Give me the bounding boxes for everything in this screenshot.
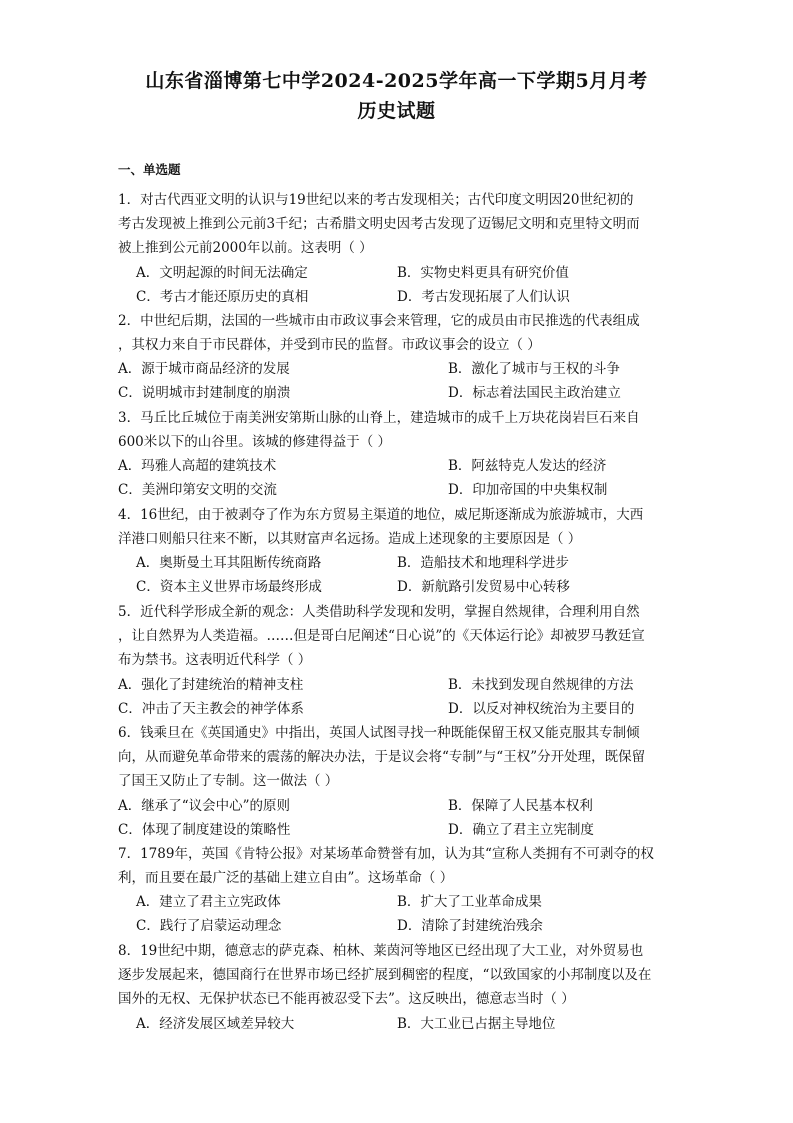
q6-option-d: D．确立了君主立宪制度 — [448, 822, 594, 838]
q7-option-d: D．清除了封建统治残余 — [397, 918, 543, 934]
q2-stem-line: ，其权力来自于市民群体，并受到市民的监督。市政议事会的设立（ ） — [118, 337, 541, 353]
q1-stem-line: 被上推到公元前2000年以前。这表明（ ） — [118, 240, 373, 256]
q2-option-c: C．说明城市封建制度的崩溃 — [118, 385, 291, 401]
q3-option-a: A．玛雅人高超的建筑技术 — [118, 458, 277, 474]
q3-option-b: B．阿兹特克人发达的经济 — [448, 458, 607, 474]
q5-option-d: D．以反对神权统治为主要目的 — [448, 701, 635, 717]
q4-option-c: C．资本主义世界市场最终形成 — [136, 579, 322, 595]
exam-title: 山东省淄博第七中学2024-2025学年高一下学期5月月考 — [145, 70, 648, 92]
q1-option-b: B．实物史料更具有研究价值 — [397, 265, 569, 281]
q8-stem-line: 逐步发展起来，德国商行在世界市场已经扩展到稠密的程度，“以致国家的小邦制度以及在 — [118, 967, 652, 983]
q4-stem-line: 4．16世纪，由于被剥夺了作为东方贸易主渠道的地位，威尼斯逐渐成为旅游城市，大西 — [118, 507, 644, 523]
q1-option-a: A．文明起源的时间无法确定 — [136, 265, 308, 281]
q3-stem-line: 600米以下的山谷里。该城的修建得益于（ ） — [118, 434, 392, 450]
q6-stem-line: 6．钱乘旦在《英国通史》中指出，英国人试图寻找一种既能保留王权又能克服其专制倾 — [118, 725, 640, 741]
q7-option-b: B．扩大了工业革命成果 — [397, 894, 542, 910]
q7-option-a: A．建立了君主立宪政体 — [136, 894, 281, 910]
section-heading: 一、单选题 — [118, 162, 181, 177]
q6-option-c: C．体现了制度建设的策略性 — [118, 822, 291, 838]
q1-stem-line: 1．对古代西亚文明的认识与19世纪以来的考古发现相关；古代印度文明因20世纪初的 — [118, 192, 634, 208]
q8-stem-line: 国外的无权、无保护状态已不能再被忍受下去”。这反映出，德意志当时（ ） — [118, 991, 575, 1007]
q8-option-a: A．经济发展区域差异较大 — [136, 1016, 295, 1032]
q5-option-c: C．冲击了天主教会的神学体系 — [118, 701, 304, 717]
q3-option-c: C．美洲印第安文明的交流 — [118, 482, 277, 498]
q2-option-d: D．标志着法国民主政治建立 — [448, 385, 621, 401]
q4-option-b: B．造船技术和地理科学进步 — [397, 555, 569, 571]
q5-option-a: A．强化了封建统治的精神支柱 — [118, 677, 304, 693]
q5-stem-line: ，让自然界为人类造福。……但是哥白尼阐述“日心说”的《天体运行论》却被罗马教廷宣 — [118, 628, 645, 644]
q5-option-b: B．未找到发现自然规律的方法 — [448, 677, 634, 693]
q8-option-b: B．大工业已占据主导地位 — [397, 1016, 556, 1032]
q4-option-d: D．新航路引发贸易中心转移 — [397, 579, 570, 595]
q6-stem-line: 向，从而避免革命带来的震荡的解决办法，于是议会将“专制”与“王权”分开处理，既保留 — [118, 749, 646, 765]
q1-option-d: D．考古发现拓展了人们认识 — [397, 289, 570, 305]
q2-stem-line: 2．中世纪后期，法国的一些城市由市政议事会来管理，它的成员由市民推选的代表组成 — [118, 313, 640, 329]
q6-option-a: A．继承了“议会中心”的原则 — [118, 798, 291, 814]
q6-stem-line: 了国王又防止了专制。这一做法（ ） — [118, 773, 339, 789]
q1-stem-line: 考古发现被上推到公元前3千纪；古希腊文明史因考古发现了迈锡尼文明和克里特文明而 — [118, 216, 640, 232]
q1-option-c: C．考古才能还原历史的真相 — [136, 289, 309, 305]
q7-stem-line: 利，而且要在最广泛的基础上建立自由”。这场革命（ ） — [118, 870, 454, 886]
exam-subtitle: 历史试题 — [357, 100, 436, 122]
q5-stem-line: 5．近代科学形成全新的观念：人类借助科学发现和发明，掌握自然规律，合理利用自然 — [118, 604, 640, 620]
q4-option-a: A．奥斯曼土耳其阻断传统商路 — [136, 555, 322, 571]
q3-stem-line: 3．马丘比丘城位于南美洲安第斯山脉的山脊上，建造城市的成千上万块花岗岩巨石来自 — [118, 410, 640, 426]
q8-stem-line: 8．19世纪中期，德意志的萨克森、柏林、莱茵河等地区已经出现了大工业，对外贸易也 — [118, 943, 644, 959]
q7-option-c: C．践行了启蒙运动理念 — [136, 918, 282, 934]
q4-stem-line: 洋港口则船只往来不断，以其财富声名远扬。造成上述现象的主要原因是（ ） — [118, 531, 582, 547]
q2-option-b: B．激化了城市与王权的斗争 — [448, 361, 620, 377]
q3-option-d: D．印加帝国的中央集权制 — [448, 482, 608, 498]
q6-option-b: B．保障了人民基本权利 — [448, 798, 593, 814]
q7-stem-line: 7．1789年，英国《肯特公报》对某场革命赞誉有加，认为其“宣称人类拥有不可剥夺的权 — [118, 846, 654, 862]
q2-option-a: A．源于城市商品经济的发展 — [118, 361, 290, 377]
q5-stem-line: 布为禁书。这表明近代科学（ ） — [118, 652, 312, 668]
